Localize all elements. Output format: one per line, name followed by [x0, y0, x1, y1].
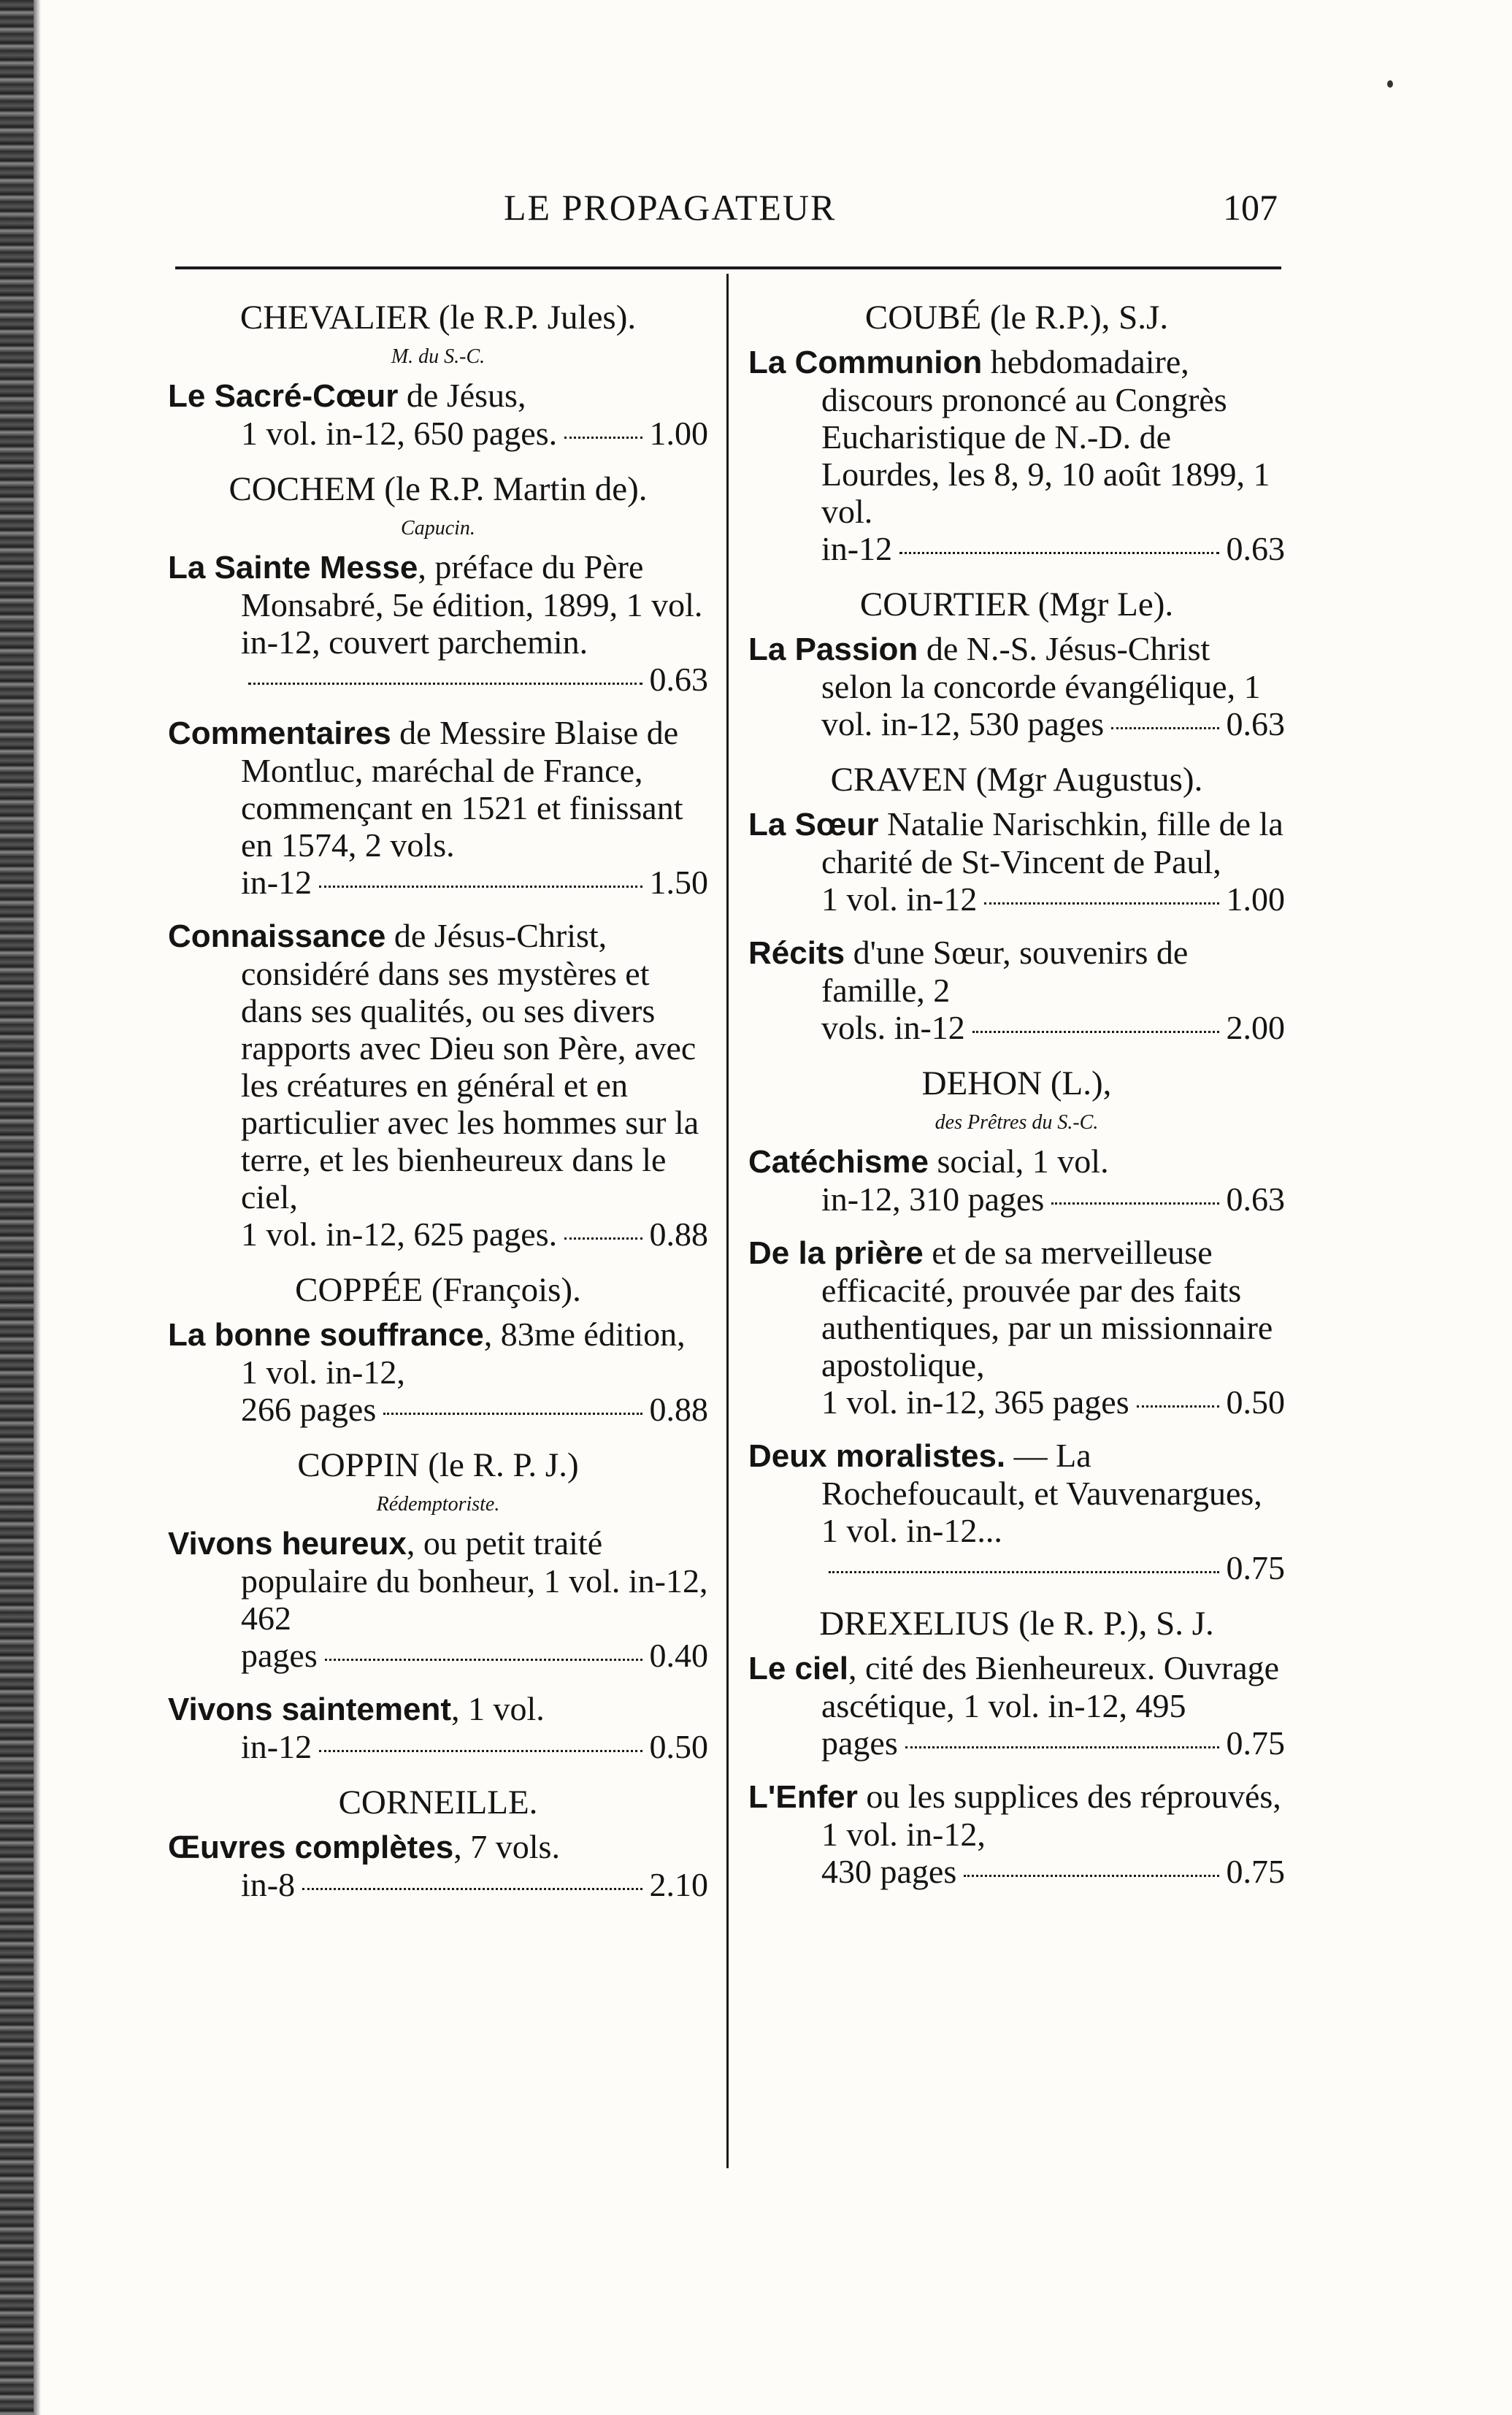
- dot-leader: [302, 1888, 642, 1890]
- entry-description: Connaissance de Jésus-Christ, considéré dans ses mystères et dans ses qualités, ou ses divers rapports avec Dieu son Père, avec les créatures en général et en particulier avec les hommes sur la terre, et les bienheureux dans le ciel,: [168, 917, 699, 1216]
- entry-price: 2.10: [649, 1866, 708, 1903]
- entry-format: 1 vol. in-12, 650 pages.: [241, 415, 558, 452]
- entry-price-line: [168, 415, 708, 452]
- entry-price-line: [168, 1866, 708, 1903]
- entry-format: in-12: [241, 864, 312, 901]
- left-column: [168, 292, 708, 1919]
- entry-price: 0.40: [649, 1637, 708, 1674]
- author-order: Capucin.: [401, 517, 475, 540]
- entry-format: in-12: [821, 530, 893, 567]
- entry-price-line: [168, 661, 708, 698]
- catalog-entry: [748, 1778, 1285, 1890]
- entry-format: in-12, 310 pages: [821, 1180, 1045, 1218]
- entry-title: L'Enfer: [748, 1779, 858, 1815]
- entry-title: Connaissance: [168, 918, 386, 954]
- entry-price: 0.63: [649, 661, 708, 698]
- entry-price: 1.00: [649, 415, 708, 452]
- entry-price: 0.63: [1226, 530, 1285, 567]
- entry-title: La Sœur: [748, 807, 879, 842]
- running-title: LE PROPAGATEUR: [504, 187, 837, 228]
- entry-description: La Sainte Messe, préface du Père Monsabré, 5e édition, 1899, 1 vol. in-12, couvert parchemin.: [168, 548, 703, 661]
- entry-price-line: [748, 530, 1285, 567]
- entry-title: Le Sacré-Cœur: [168, 378, 399, 414]
- catalog-entry: [168, 1690, 708, 1765]
- entry-price-line: [748, 1383, 1285, 1421]
- dot-leader: [325, 1659, 642, 1661]
- page-header: [504, 186, 1278, 230]
- entry-price-line: [748, 1009, 1285, 1046]
- author-order: Rédemptoriste.: [376, 1493, 500, 1516]
- catalog-entry: [168, 1524, 708, 1674]
- dot-leader: [564, 437, 642, 439]
- entry-price: 2.00: [1226, 1009, 1285, 1046]
- author-heading: CHEVALIER (le R.P. Jules).: [239, 299, 637, 337]
- entry-description: La Sœur Natalie Narischkin, fille de la charité de St-Vincent de Paul,: [748, 805, 1283, 880]
- dot-leader: [1137, 1405, 1219, 1408]
- entry-format: vol. in-12, 530 pages: [821, 705, 1105, 742]
- dot-leader: [564, 1237, 642, 1240]
- author-order: M. du S.-C.: [391, 345, 486, 368]
- entry-format: 1 vol. in-12, 625 pages.: [241, 1216, 558, 1253]
- entry-format: 1 vol. in-12, 365 pages: [821, 1383, 1129, 1421]
- entry-price-line: [748, 880, 1285, 918]
- catalog-entry: [168, 714, 708, 901]
- entry-description: Le Sacré-Cœur de Jésus,: [168, 377, 526, 414]
- catalog-entry: [168, 377, 708, 452]
- entry-title: Catéchisme: [748, 1144, 929, 1180]
- catalog-entry: [168, 917, 708, 1253]
- catalog-entry: [748, 343, 1285, 567]
- dot-leader: [905, 1746, 1219, 1748]
- entry-description: Commentaires de Messire Blaise de Montluc, maréchal de France, commençant en 1521 et finissant en 1574, 2 vols.: [168, 714, 683, 864]
- entry-title: La Sainte Messe: [168, 550, 418, 585]
- entry-price-line: [748, 1549, 1285, 1586]
- entry-description: Récits d'une Sœur, souvenirs de famille, 2: [748, 934, 1189, 1009]
- author-heading: COPPIN (le R. P. J.): [297, 1446, 579, 1484]
- catalog-entry: [748, 1234, 1285, 1421]
- entry-title: Œuvres complètes: [168, 1830, 454, 1865]
- entry-title: Vivons saintement: [168, 1692, 451, 1727]
- header-rule: [175, 266, 1281, 269]
- entry-format: pages: [821, 1724, 898, 1762]
- entry-format: in-8: [241, 1866, 296, 1903]
- dot-leader: [319, 886, 642, 888]
- catalog-entry: [748, 934, 1285, 1046]
- right-column: [748, 292, 1285, 1906]
- spine-shadow: [34, 0, 41, 2415]
- entry-description: Deux moralistes. — La Rochefoucault, et Vauvenargues, 1 vol. in-12...: [748, 1437, 1262, 1549]
- entry-price: 0.63: [1226, 1180, 1285, 1218]
- dot-leader: [319, 1750, 642, 1752]
- entry-price: 0.63: [1226, 705, 1285, 742]
- entry-description: Le ciel, cité des Bienheureux. Ouvrage ascétique, 1 vol. in-12, 495: [748, 1649, 1280, 1724]
- catalog-entry: [748, 1649, 1285, 1762]
- entry-description: L'Enfer ou les supplices des réprouvés, 1 vol. in-12,: [748, 1778, 1281, 1853]
- entry-description: La Communion hebdomadaire, discours prononcé au Congrès Eucharistique de N.-D. de Lourdes, les 8, 9, 10 août 1899, 1 vol.: [748, 343, 1270, 530]
- catalog-entry: [748, 630, 1285, 742]
- entry-price: 1.00: [1226, 880, 1285, 918]
- entry-price: 0.75: [1226, 1724, 1285, 1762]
- entry-title: Récits: [748, 935, 845, 971]
- entry-price: 0.50: [1226, 1383, 1285, 1421]
- catalog-entry: [168, 1316, 708, 1428]
- entry-price-line: [168, 1728, 708, 1765]
- dot-leader: [984, 902, 1219, 905]
- author-heading: CRAVEN (Mgr Augustus).: [830, 761, 1203, 799]
- entry-title: La Passion: [748, 631, 918, 667]
- entry-description: De la prière et de sa merveilleuse efficacité, prouvée par des faits authentiques, par un missionnaire apostolique,: [748, 1234, 1273, 1383]
- entry-title: Vivons heureux: [168, 1526, 407, 1562]
- column-divider: [726, 274, 729, 2168]
- entry-price-line: [748, 1853, 1285, 1890]
- entry-price: 1.50: [649, 864, 708, 901]
- entry-format: 430 pages: [821, 1853, 957, 1890]
- dot-leader: [972, 1031, 1219, 1033]
- entry-title: Deux moralistes.: [748, 1438, 1006, 1474]
- entry-title: De la prière: [748, 1235, 924, 1271]
- entry-price-line: [168, 864, 708, 901]
- entry-description: La bonne souffrance, 83me édition, 1 vol. in-12,: [168, 1316, 686, 1391]
- entry-description: La Passion de N.-S. Jésus-Christ selon la concorde évangélique, 1: [748, 630, 1261, 705]
- entry-title: La Communion: [748, 345, 983, 380]
- author-order: des Prêtres du S.-C.: [935, 1111, 1099, 1134]
- entry-format: 266 pages: [241, 1391, 377, 1428]
- catalog-entry: [168, 548, 708, 698]
- catalog-entry: [748, 1437, 1285, 1586]
- ink-speck: [1387, 80, 1393, 88]
- author-heading: DEHON (L.),: [921, 1064, 1112, 1102]
- page-number: 107: [1223, 187, 1278, 228]
- dot-leader: [1051, 1202, 1219, 1205]
- entry-title: La bonne souffrance: [168, 1317, 484, 1353]
- entry-price-line: [168, 1391, 708, 1428]
- catalog-entry: [748, 805, 1285, 918]
- entry-price: 0.50: [649, 1728, 708, 1765]
- dot-leader: [899, 552, 1219, 554]
- entry-description: Catéchisme social, 1 vol.: [748, 1143, 1109, 1180]
- entry-price: 0.75: [1226, 1853, 1285, 1890]
- entry-description: Œuvres complètes, 7 vols.: [168, 1828, 560, 1865]
- author-heading: CORNEILLE.: [338, 1784, 538, 1821]
- entry-price-line: [168, 1216, 708, 1253]
- author-heading: COPPÉE (François).: [295, 1271, 581, 1309]
- catalog-entry: [748, 1143, 1285, 1218]
- entry-format: pages: [241, 1637, 318, 1674]
- entry-price: 0.75: [1226, 1549, 1285, 1586]
- entry-description: Vivons saintement, 1 vol.: [168, 1690, 545, 1727]
- dot-leader: [829, 1571, 1219, 1573]
- entry-price-line: [748, 1180, 1285, 1218]
- author-heading: COUBÉ (le R.P.), S.J.: [864, 299, 1169, 337]
- entry-price: 0.88: [649, 1216, 708, 1253]
- book-spine-scan-edge: [0, 0, 34, 2415]
- entry-title: Le ciel: [748, 1651, 848, 1686]
- entry-description: Vivons heureux, ou petit traité populaire du bonheur, 1 vol. in-12, 462: [168, 1524, 708, 1637]
- dot-leader: [964, 1875, 1219, 1877]
- dot-leader: [248, 683, 642, 685]
- dot-leader: [1111, 727, 1219, 729]
- entry-price: 0.88: [649, 1391, 708, 1428]
- entry-price-line: [748, 705, 1285, 742]
- author-heading: COCHEM (le R.P. Martin de).: [229, 470, 648, 508]
- author-heading: DREXELIUS (le R. P.), S. J.: [819, 1605, 1214, 1643]
- entry-title: Commentaires: [168, 715, 391, 751]
- entry-format: in-12: [241, 1728, 312, 1765]
- entry-format: 1 vol. in-12: [821, 880, 978, 918]
- dot-leader: [383, 1413, 642, 1415]
- entry-price-line: [748, 1724, 1285, 1762]
- author-heading: COURTIER (Mgr Le).: [859, 585, 1174, 623]
- entry-price-line: [168, 1637, 708, 1674]
- entry-format: vols. in-12: [821, 1009, 965, 1046]
- catalog-entry: [168, 1828, 708, 1903]
